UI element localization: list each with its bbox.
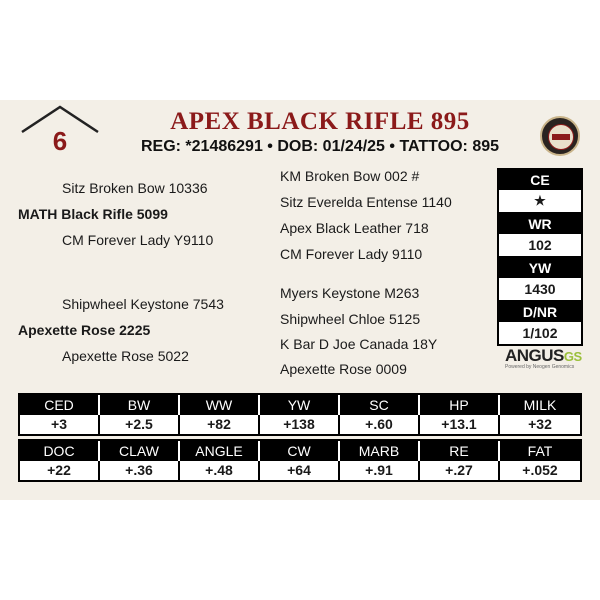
epd-header: CW <box>260 441 340 461</box>
epd-value: +.36 <box>100 461 180 480</box>
epd-value: +138 <box>260 415 340 434</box>
angus-logo-suffix: GS <box>563 349 582 364</box>
epd-header: CLAW <box>100 441 180 461</box>
lot-card <box>0 100 600 500</box>
epd-value: +13.1 <box>420 415 500 434</box>
dam-sire: Shipwheel Keystone 7543 <box>62 296 224 312</box>
epd-value: +22 <box>20 461 100 480</box>
epd-table-1 <box>18 393 582 436</box>
epd-header: MILK <box>500 395 580 415</box>
ce-value: ★ <box>499 190 581 214</box>
epd-value: +3 <box>20 415 100 434</box>
side-epd-box <box>497 168 583 346</box>
yw-label: YW <box>499 258 581 278</box>
sire: MATH Black Rifle 5099 <box>18 206 168 222</box>
epd-header: CED <box>20 395 100 415</box>
animal-name: APEX BLACK RIFLE 895 <box>170 108 470 135</box>
wr-label: WR <box>499 214 581 234</box>
epd-value: +32 <box>528 416 552 432</box>
angus-gs-logo <box>505 346 581 376</box>
epd-header: FAT <box>500 441 580 461</box>
epd-header: SC <box>340 395 420 415</box>
epd-header: ANGLE <box>180 441 260 461</box>
wr-value: 102 <box>499 234 581 258</box>
epd-header: BW <box>100 395 180 415</box>
epd-table-2 <box>18 439 582 482</box>
dam-sire-dam: Shipwheel Chloe 5125 <box>280 311 421 327</box>
dam-dam: Apexette Rose 5022 <box>62 348 189 364</box>
sire-sire-sire: KM Broken Bow 002 # <box>280 168 420 184</box>
ce-label: CE <box>499 170 581 190</box>
sire-sire-dam: Sitz Everelda Entense 1140 <box>280 194 452 210</box>
dnr-value: 1/102 <box>522 325 558 341</box>
sire-dam: CM Forever Lady Y9110 <box>62 232 214 248</box>
association-seal-icon <box>540 116 580 156</box>
dam-sire-sire: Myers Keystone M263 <box>280 285 420 301</box>
epd-header: RE <box>420 441 500 461</box>
epd-value: +64 <box>260 461 340 480</box>
sire-sire: Sitz Broken Bow 10336 <box>62 180 208 196</box>
dnr-label: D/NR <box>499 302 581 322</box>
epd-value: +.48 <box>180 461 260 480</box>
angus-logo-text: ANGUS <box>505 346 564 365</box>
epd-header: DOC <box>20 441 100 461</box>
epd-header: WW <box>180 395 260 415</box>
sire-dam-sire: Apex Black Leather 718 <box>280 220 429 236</box>
epd-header: MARB <box>340 441 420 461</box>
yw-value: 1430 <box>499 278 581 302</box>
epd-value: +82 <box>180 415 260 434</box>
lot-number: 6 <box>52 126 68 156</box>
angus-logo-tagline: Powered by Neogen Genomics <box>505 364 575 370</box>
dam: Apexette Rose 2225 <box>18 322 151 338</box>
epd-value: +.27 <box>420 461 500 480</box>
epd-value: +2.5 <box>100 415 180 434</box>
epd-value: +.052 <box>522 462 558 478</box>
epd-value: +.60 <box>340 415 420 434</box>
sire-dam-dam: CM Forever Lady 9110 <box>280 246 423 262</box>
registration-line: REG: *21486291 • DOB: 01/24/25 • TATTOO: 895 <box>140 138 500 155</box>
epd-value: +.91 <box>340 461 420 480</box>
epd-header: YW <box>260 395 340 415</box>
epd-header: HP <box>420 395 500 415</box>
dam-dam-dam: Apexette Rose 0009 <box>280 361 407 377</box>
dam-dam-sire: K Bar D Joe Canada 18Y <box>280 336 438 352</box>
